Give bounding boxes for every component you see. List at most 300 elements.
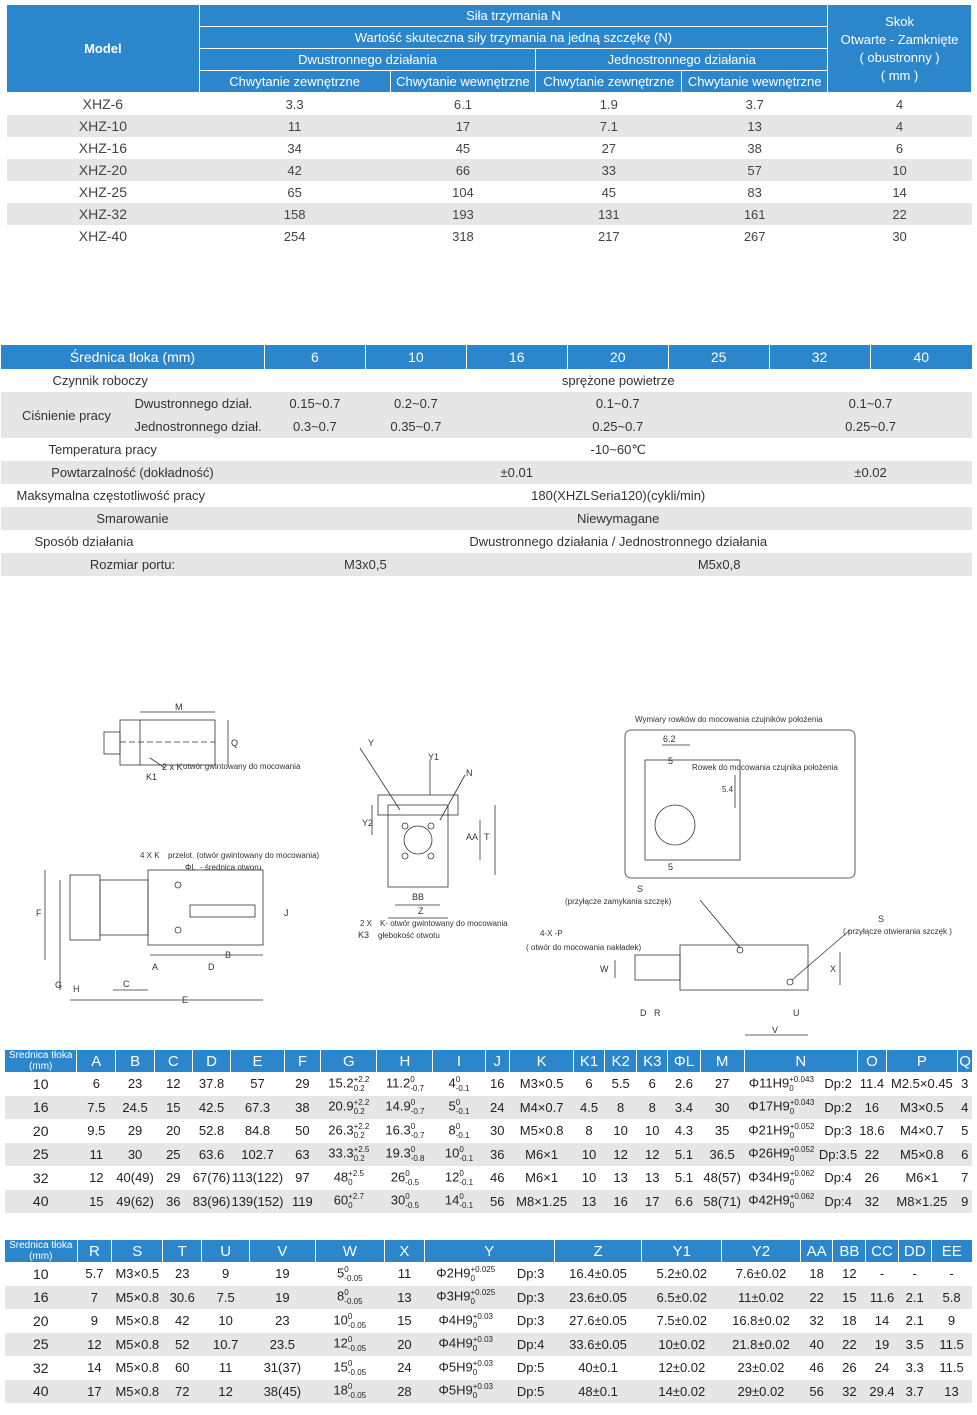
- force-cell: 11: [287, 118, 302, 134]
- dim-cell: [424, 1262, 507, 1286]
- dim-header: P: [886, 1050, 957, 1072]
- dim-cell: [931, 1286, 972, 1310]
- dim-cell: [116, 1143, 155, 1167]
- dim-cell: [574, 1190, 605, 1214]
- dim-cell: [554, 1262, 642, 1286]
- dim-cell: [231, 1190, 284, 1214]
- dim-cell: [637, 1072, 668, 1096]
- dim-value: 5.1: [674, 1146, 693, 1162]
- dim-cell: [163, 1356, 202, 1380]
- pressure-label: Ciśnienie pracy: [22, 407, 111, 423]
- tolerance-upper: 0: [344, 1264, 349, 1274]
- dim-cell: [424, 1356, 507, 1380]
- dim-value: 32: [842, 1383, 857, 1399]
- dim-value: 14±0.02: [658, 1383, 706, 1399]
- tolerance-lower: -0.05: [347, 1320, 367, 1330]
- dim-cell: [321, 1166, 377, 1190]
- dim-value: 6: [92, 1076, 100, 1092]
- tolerance-lower: 0: [470, 1297, 475, 1307]
- dim-cell: [637, 1190, 668, 1214]
- dim-cell: [722, 1333, 801, 1357]
- dim-value: 25: [32, 1146, 49, 1163]
- dim-value: 52.8: [198, 1123, 225, 1139]
- dim-cell: [163, 1262, 202, 1286]
- dim-value: M8×1.25: [516, 1193, 568, 1209]
- dim-cell: [5, 1190, 77, 1214]
- force-cell: 33: [601, 162, 617, 178]
- tolerance-lower: -0.1: [459, 1154, 474, 1164]
- dim-value: 14.9: [385, 1098, 411, 1114]
- dim-cell: [77, 1333, 112, 1357]
- dim-value: 72: [175, 1383, 190, 1399]
- dim-cell: [154, 1072, 192, 1096]
- tolerance-lower: 0.2: [353, 1107, 365, 1117]
- dim-cell: [642, 1309, 722, 1333]
- dim-cell: [604, 1072, 637, 1096]
- dim-cell: [642, 1262, 722, 1286]
- dim-value: 16.3: [385, 1122, 411, 1138]
- dim-value: Dp:3: [516, 1313, 545, 1329]
- dim-value: 7.5: [87, 1099, 106, 1115]
- tolerance-upper: +0.03: [472, 1382, 493, 1392]
- dim-value: 10: [32, 1265, 49, 1282]
- dim-cell: [5, 1119, 77, 1143]
- dim-cell: [898, 1380, 931, 1404]
- dim-header: Średnica tłoka (mm): [5, 1050, 77, 1072]
- dim-cell: [250, 1356, 315, 1380]
- dim-cell: [385, 1286, 425, 1310]
- dim-cell: [192, 1072, 231, 1096]
- dim-cell: [800, 1262, 833, 1286]
- dim-value: M6×1: [525, 1170, 559, 1186]
- dim-value: 7.6±0.02: [735, 1266, 787, 1282]
- dim-cell: [722, 1286, 801, 1310]
- dim-h: H: [73, 984, 80, 994]
- dim-value: Dp:2: [824, 1099, 852, 1115]
- dim-header: CC: [866, 1240, 899, 1262]
- pressure-single-32-40: 0.25~0.7: [845, 419, 897, 434]
- dim-cell: [433, 1119, 485, 1143]
- dim-value: 11.6: [869, 1289, 895, 1305]
- dim-b: B: [225, 950, 232, 960]
- force-cell: 1.9: [599, 96, 618, 112]
- dim-value: 5.2±0.02: [656, 1266, 708, 1282]
- single-label: Jednostronnego dział.: [134, 419, 262, 434]
- dim-cell: [668, 1096, 701, 1120]
- tolerance-lower: -0.1: [459, 1177, 474, 1187]
- dim-cell: [958, 1143, 972, 1167]
- dim-cell: [898, 1309, 931, 1333]
- dim-value: 3: [961, 1076, 969, 1092]
- force-cell: 27: [601, 140, 617, 156]
- dim-cell: [315, 1262, 384, 1286]
- tolerance: [473, 1359, 493, 1377]
- dim-cell: [858, 1072, 887, 1096]
- tolerance: [790, 1169, 815, 1187]
- dim-value: 6: [961, 1146, 969, 1162]
- dim-cell: [886, 1143, 957, 1167]
- dim-value: 13: [581, 1193, 597, 1209]
- dim-w: W: [600, 964, 609, 974]
- bore-16: 16: [466, 345, 567, 369]
- dim-row: [5, 1333, 973, 1357]
- tolerance-upper: +0.025: [470, 1288, 496, 1298]
- dim-cell: [800, 1286, 833, 1310]
- dim-value: 15: [89, 1193, 104, 1209]
- dim-cell: [668, 1072, 701, 1096]
- dim-value: 29: [127, 1123, 143, 1139]
- bore-label: Średnica tłoka (mm): [1, 345, 265, 369]
- dim-value: 16: [613, 1193, 628, 1209]
- pressure-double-16-25: 0.1~0.7: [595, 396, 640, 411]
- force-row: [7, 159, 972, 181]
- dim-value: 38(45): [263, 1383, 302, 1399]
- port-s2: S: [878, 914, 885, 924]
- tolerance-upper: +2.5: [353, 1145, 370, 1155]
- dim-value: 15: [166, 1099, 181, 1115]
- tolerance-lower: -0.5: [405, 1177, 420, 1187]
- dim-header: Y: [424, 1240, 554, 1262]
- dim-k3: K3: [358, 930, 370, 940]
- dim-header: Y2: [722, 1240, 801, 1262]
- tolerance-upper: +0.025: [470, 1264, 496, 1274]
- dim-cell: [744, 1096, 818, 1120]
- dim-p-note: ( otwór do mocowania nakładek): [526, 943, 642, 952]
- dim-value: Φ42H9: [748, 1192, 790, 1208]
- bore-6: 6: [264, 345, 365, 369]
- dim-cell: [385, 1309, 425, 1333]
- dim-k-note: otwór gwintowany do mocowania: [183, 762, 301, 771]
- tolerance-lower: -0.05: [344, 1273, 363, 1283]
- effective-header: Wartość skuteczna siły trzymania na jedną szczękę (N): [199, 27, 827, 49]
- dim-value: Φ4H9: [438, 1335, 473, 1351]
- dim-cell: [284, 1166, 321, 1190]
- tolerance: [348, 1312, 366, 1330]
- dim-cell: [722, 1262, 801, 1286]
- dim-header: C: [154, 1050, 192, 1072]
- dim-cell: [77, 1309, 112, 1333]
- dim-u: U: [793, 1008, 800, 1018]
- dim-value: 32: [864, 1193, 880, 1209]
- dim-cell: [722, 1309, 801, 1333]
- force-cell: 4: [895, 96, 904, 112]
- dim-header: AA: [800, 1240, 833, 1262]
- tolerance-lower: -0.05: [347, 1391, 367, 1401]
- model-cell: XHZ-6: [82, 96, 124, 112]
- dim-value: 31(37): [263, 1360, 302, 1376]
- dim-n: N: [466, 768, 473, 778]
- dim-cell: [637, 1096, 668, 1120]
- dim-header: Y1: [642, 1240, 722, 1262]
- tolerance-upper: +0.043: [789, 1074, 814, 1084]
- model-cell: XHZ-40: [78, 228, 127, 244]
- dimensions-table-2: [4, 1240, 972, 1403]
- dim-cell: [424, 1380, 507, 1404]
- dim-j: J: [284, 908, 289, 918]
- dim-cell: [154, 1096, 192, 1120]
- dim-cell: [202, 1262, 250, 1286]
- dim-cell: [866, 1286, 899, 1310]
- dim-value: 8: [448, 1122, 456, 1138]
- dim-value: 8: [337, 1288, 345, 1304]
- bore-25: 25: [668, 345, 769, 369]
- dim-value: 52: [175, 1336, 190, 1352]
- dim-cell: [886, 1190, 957, 1214]
- dim-value: 23: [175, 1266, 190, 1282]
- dim-cell: [819, 1119, 858, 1143]
- front-view: [358, 738, 508, 940]
- dim-header: O: [858, 1050, 887, 1072]
- dim-value: 18.6: [859, 1123, 885, 1139]
- dim-cell: [833, 1309, 866, 1333]
- tolerance-lower: -0.1: [455, 1130, 470, 1140]
- dim-value: 6: [585, 1076, 593, 1092]
- tolerance: [348, 1169, 364, 1187]
- dim-value: Dp:5: [516, 1360, 545, 1376]
- dim-cell: [898, 1356, 931, 1380]
- dim-dd: D: [640, 1008, 647, 1018]
- dim-cell: [744, 1119, 818, 1143]
- dim-header: F: [284, 1050, 321, 1072]
- dim-cell: [5, 1072, 77, 1096]
- tolerance-upper: +0.052: [789, 1121, 815, 1131]
- dim-cell: [5, 1096, 77, 1120]
- pressure-double-32-40: 0.1~0.7: [848, 396, 893, 411]
- dim-value: 29: [295, 1076, 310, 1092]
- dim-cell: [554, 1333, 642, 1357]
- dimensions-table-1: [4, 1050, 972, 1213]
- dim-cell: [284, 1119, 321, 1143]
- dim-header: A: [77, 1050, 116, 1072]
- force-cell: 45: [601, 184, 617, 200]
- dim-cell: [833, 1333, 866, 1357]
- dim-value: 5.1: [674, 1170, 693, 1186]
- tolerance-upper: 0: [347, 1311, 353, 1321]
- stroke-l1: Skok: [885, 13, 914, 29]
- dim-header: M: [700, 1050, 744, 1072]
- dim-cell: [485, 1190, 509, 1214]
- dim-cell: [112, 1356, 163, 1380]
- force-cell: 104: [452, 184, 474, 200]
- dim-kk-note: przelot. (otwór gwintowany do mocowania): [168, 851, 320, 860]
- dim-cell: [250, 1333, 315, 1357]
- dim-value: 29.4: [869, 1383, 895, 1399]
- dim-y1: Y1: [428, 752, 440, 762]
- tolerance-lower: 0: [472, 1320, 478, 1330]
- holding-force-table: [6, 4, 972, 247]
- dim-header: V: [250, 1240, 315, 1262]
- port-a: M3x0,5: [344, 557, 387, 572]
- force-cell: 10: [892, 162, 907, 178]
- dim-cell: [385, 1380, 425, 1404]
- dim-cell: [192, 1190, 231, 1214]
- tolerance-upper: +0.03: [472, 1311, 493, 1321]
- medium-label: Czynnik roboczy: [52, 373, 148, 388]
- dim-value: 32: [32, 1359, 49, 1376]
- model-header: Model: [7, 5, 200, 93]
- dim-value: 10: [581, 1146, 597, 1162]
- dim-cell: [642, 1380, 722, 1404]
- dim-value: M4×0.7: [900, 1123, 944, 1139]
- dim-value: Φ5H9: [438, 1359, 473, 1375]
- dim-cell: [250, 1309, 315, 1333]
- dim-value: M3×0.5: [115, 1266, 160, 1282]
- dim-value: 5.8: [942, 1289, 961, 1305]
- dim-cell: [202, 1380, 250, 1404]
- dim-value: 46: [490, 1170, 505, 1186]
- dim-cell: [424, 1286, 507, 1310]
- dim-value: 11.5: [939, 1336, 964, 1352]
- dim-value: 15.2: [328, 1075, 354, 1091]
- force-cell: 161: [743, 206, 766, 222]
- dim-value: Dp:3: [516, 1266, 545, 1282]
- dim-cell: [637, 1166, 668, 1190]
- dim-value: 30: [490, 1123, 505, 1139]
- dim-value: 5: [448, 1098, 456, 1114]
- dim-value: 12: [645, 1146, 660, 1162]
- dim-cell: [250, 1286, 315, 1310]
- dim-5a: 5: [668, 756, 674, 766]
- dim-cell: [507, 1309, 554, 1333]
- tolerance-lower: 0: [789, 1130, 795, 1140]
- medium-value: sprężone powietrze: [561, 373, 675, 388]
- force-cell: 158: [283, 206, 306, 222]
- dim-cell: [668, 1190, 701, 1214]
- dim-cell: [485, 1166, 509, 1190]
- dim-header: T: [163, 1240, 202, 1262]
- dim-header: Z: [554, 1240, 642, 1262]
- dim-value: 16: [32, 1099, 49, 1116]
- dim-cell: [574, 1166, 605, 1190]
- dim-value: Φ11H9: [748, 1075, 790, 1091]
- tolerance-upper: 0: [344, 1288, 349, 1298]
- dim-cell: [284, 1143, 321, 1167]
- tolerance-lower: 0: [789, 1107, 795, 1117]
- dim-cell: [819, 1190, 858, 1214]
- tolerance-lower: 0: [348, 1177, 353, 1187]
- dim-cell: [507, 1333, 554, 1357]
- tolerance-upper: 0: [459, 1145, 464, 1155]
- dim-header: N: [744, 1050, 858, 1072]
- dim-value: 4: [961, 1099, 969, 1115]
- dim-value: 38: [295, 1099, 310, 1115]
- dim-cell: [5, 1166, 77, 1190]
- force-row: [7, 225, 972, 247]
- dim-cell: [377, 1119, 433, 1143]
- pressure-single-16-25: 0.25~0.7: [592, 419, 644, 434]
- dim-cell: [116, 1166, 155, 1190]
- tolerance-lower: -0.7: [410, 1083, 424, 1093]
- dim-value: 11: [89, 1146, 104, 1162]
- tolerance: [459, 1192, 473, 1210]
- double-acting-header: Dwustronnego działania: [199, 49, 536, 71]
- dim-cell: [642, 1286, 722, 1310]
- dim-value: 26: [390, 1169, 406, 1185]
- dim-value: 9: [961, 1193, 969, 1209]
- dim-cell: [700, 1096, 744, 1120]
- port-s2-note: ( przyłącze otwierania szczęk ): [843, 927, 952, 936]
- dim-value: 119: [292, 1193, 313, 1209]
- dim-value: 10±0.02: [658, 1336, 706, 1352]
- dim-cell: [154, 1119, 192, 1143]
- dim-z: Z: [418, 906, 424, 916]
- tolerance: [459, 1145, 473, 1163]
- dim-cell: [485, 1072, 509, 1096]
- dim-x: X: [830, 964, 837, 974]
- dim-value: -: [879, 1266, 885, 1282]
- dim-cell: [77, 1190, 116, 1214]
- dim-cell: [507, 1262, 554, 1286]
- dim-cell: [321, 1190, 377, 1214]
- force-row: [7, 137, 972, 159]
- dim-cell: [722, 1356, 801, 1380]
- dim-row: [5, 1166, 973, 1190]
- dim-value: 30: [390, 1192, 406, 1208]
- dim-value: 14: [87, 1360, 102, 1376]
- dim-value: 24: [490, 1099, 505, 1115]
- rep-a: ±0.01: [500, 465, 533, 480]
- dim-r: R: [654, 1008, 661, 1018]
- dim-value: 67.3: [244, 1099, 271, 1115]
- dim-value: Φ17H9: [748, 1098, 790, 1114]
- dim-cell: [163, 1333, 202, 1357]
- dim-value: 12: [218, 1383, 233, 1399]
- dim-value: Dp:3.5: [818, 1146, 858, 1162]
- dim-cell: [604, 1143, 637, 1167]
- dim-cell: [321, 1096, 377, 1120]
- dim-value: 40: [809, 1336, 824, 1352]
- dim-cell: [192, 1143, 231, 1167]
- dim-row: [5, 1286, 973, 1310]
- dim-cell: [509, 1143, 573, 1167]
- dim-value: 32: [32, 1169, 49, 1186]
- dim-header: K2: [604, 1050, 637, 1072]
- dim-value: 28: [397, 1383, 412, 1399]
- tolerance: [354, 1122, 370, 1140]
- dim-k3a: 2 X: [360, 919, 373, 928]
- model-cell: XHZ-25: [78, 184, 127, 200]
- side-view-ports: [526, 884, 952, 1035]
- dim-dl-note: - średnica otworu: [200, 863, 262, 872]
- dim-cell: [5, 1356, 78, 1380]
- force-cell: 66: [455, 162, 471, 178]
- tolerance-lower: 0: [472, 1344, 478, 1354]
- dim-value: 19: [275, 1266, 290, 1282]
- dim-cell: [898, 1333, 931, 1357]
- dim-cell: [433, 1143, 485, 1167]
- force-cell: 45: [455, 140, 471, 156]
- side-view-top: [104, 702, 301, 782]
- tolerance-lower: 0: [789, 1201, 795, 1211]
- dim-value: Dp:4: [824, 1170, 852, 1186]
- dim-value: 20: [166, 1123, 181, 1139]
- dim-value: 10.7: [213, 1336, 239, 1352]
- dim-value: 7: [90, 1289, 99, 1305]
- tolerance-lower: 0: [789, 1083, 794, 1093]
- dim-value: 23±0.02: [737, 1360, 785, 1376]
- dim-value: Φ21H9: [748, 1122, 790, 1138]
- dim-g: G: [55, 980, 63, 990]
- dim-value: 30.6: [169, 1289, 195, 1305]
- dim-cell: [250, 1380, 315, 1404]
- dim-value: 48: [333, 1169, 349, 1185]
- dim-row: [5, 1356, 973, 1380]
- dim-cell: [433, 1096, 485, 1120]
- dim-value: 12: [842, 1266, 857, 1282]
- force-cell: 65: [287, 184, 302, 200]
- dim-cell: [385, 1356, 425, 1380]
- dim-cell: [192, 1166, 231, 1190]
